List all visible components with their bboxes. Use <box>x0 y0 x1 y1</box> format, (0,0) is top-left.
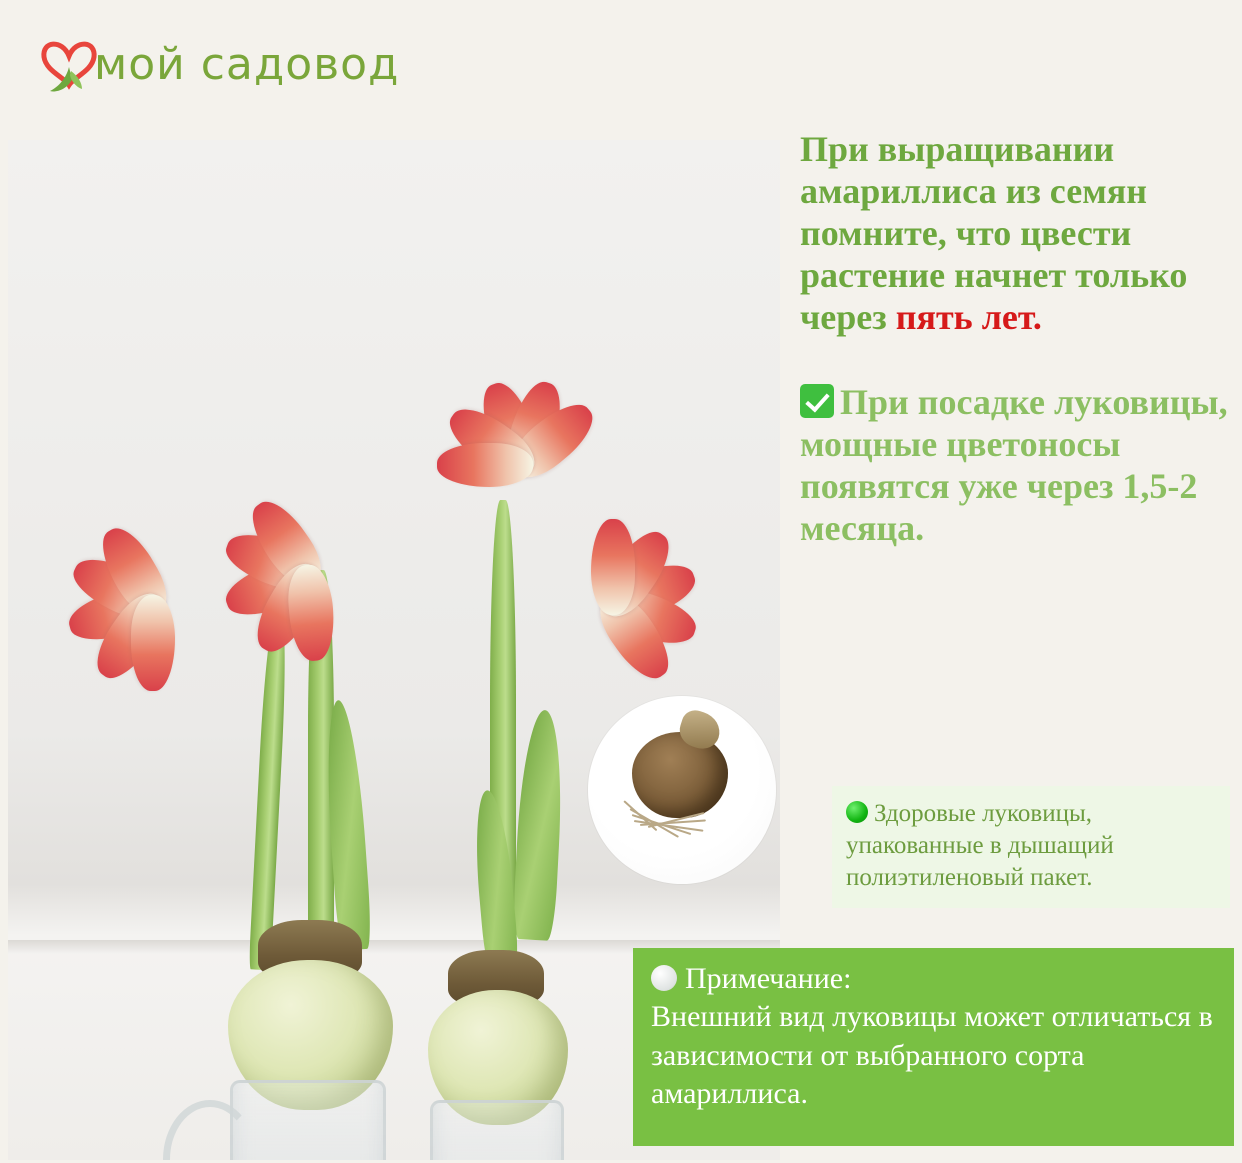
green-check-icon <box>800 384 834 418</box>
glass-jar-right <box>430 1100 564 1160</box>
note-text: Внешний вид луковицы может отличаться в зависимости от выбранного сорта амариллиса. <box>651 1000 1213 1111</box>
flower-left-1 <box>68 530 238 680</box>
flower-left-2 <box>223 500 393 650</box>
note-title: Примечание: <box>685 962 852 995</box>
healthy-bulbs-box <box>832 786 1230 908</box>
paragraph-seeds <box>800 128 1230 339</box>
paragraph-bulbs-text: При посадке луковицы, мощные цветоносы появятся уже через 1,5-2 месяца. <box>800 381 1228 548</box>
flower-right-1 <box>438 390 608 540</box>
paragraph-seeds-text: При выращивании амариллиса из семян помните, что цвести растение начнет только через <box>800 129 1188 338</box>
white-dot-icon <box>651 965 677 991</box>
site-logo <box>38 28 399 100</box>
healthy-bulbs-text: Здоровые луковицы, упакованные в дышащий полиэтиленовый пакет. <box>846 800 1114 891</box>
brand-name: мой садовод <box>94 38 400 90</box>
green-dot-icon <box>846 801 868 823</box>
note-title-line <box>651 960 1220 998</box>
text-column <box>800 92 1230 585</box>
paragraph-seeds-accent: пять лет. <box>895 297 1042 338</box>
heart-leaf-icon <box>38 31 100 97</box>
flower-right-2 <box>528 530 698 680</box>
paragraph-bulbs <box>800 381 1230 549</box>
dry-bulb-inset <box>588 696 776 884</box>
healthy-bulbs-line <box>846 798 1216 894</box>
note-box <box>633 948 1234 1146</box>
